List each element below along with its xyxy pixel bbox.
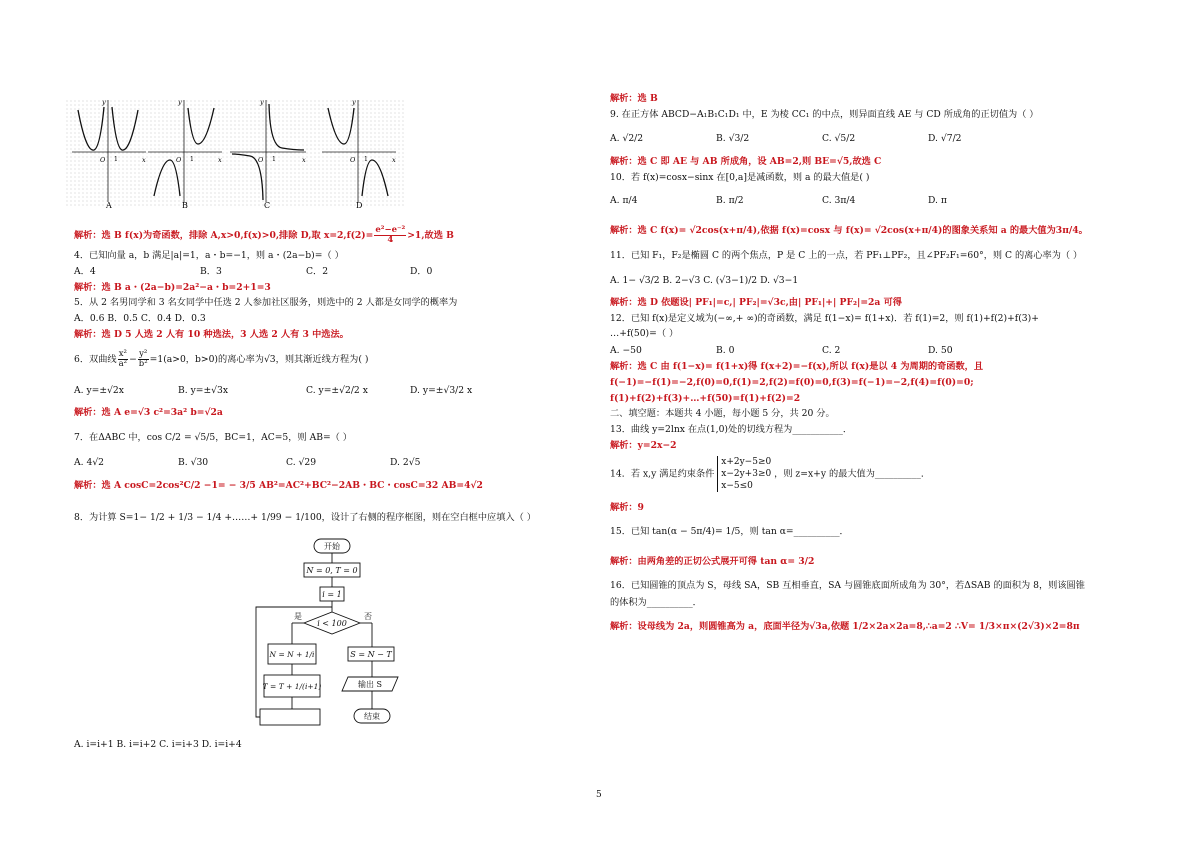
q6-option-c: C. y=±√2/2 x: [306, 385, 368, 396]
q4: 4．已知向量 a，b 满足|a|=1，a・b=−1，则 a・(2a−b)=（ ）: [74, 250, 344, 261]
q8-solution: 解析：选 B: [610, 93, 658, 104]
section-2-heading: 二、填空题：本题共 4 小题，每小题 5 分，共 20 分。: [610, 408, 835, 419]
graph-a-one: 1: [114, 156, 118, 163]
page-number: 5: [596, 790, 602, 800]
q12-solution-3: f(1)+f(2)+f(3)+…+f(50)=f(1)+f(2)=2: [610, 393, 801, 404]
graph-d-one: 1: [364, 156, 368, 163]
q11: 11．已知 F₁，F₂是椭圆 C 的两个焦点，P 是 C 上的一点，若 PF₁⊥PF₂，且∠PF₂F₁=60°，则 C 的离心率为（ ）: [610, 250, 1083, 261]
q9-option-c: C. √5/2: [822, 133, 856, 144]
graph-b-one: 1: [190, 156, 194, 163]
q5-options: A．0.6 B．0.5 C．0.4 D．0.3: [74, 313, 206, 324]
graph-a-label: A: [106, 201, 112, 210]
q4-solution: 解析：选 B a・(2a−b)=2a²−a・b=2+1=3: [74, 282, 271, 293]
graph-b-o: O: [176, 156, 182, 164]
q14-solution: 解析：9: [610, 502, 644, 513]
q6-solution: 解析：选 A e=√3 c²=3a² b=√2a: [74, 407, 223, 418]
q8-options: A. i=i+1 B. i=i+2 C. i=i+3 D. i=i+4: [74, 739, 242, 750]
graph-c-label: C: [264, 201, 271, 210]
q13: 13．曲线 y=2lnx 在点(1,0)处的切线方程为___________．: [610, 424, 853, 435]
flow-t-step: T = T + 1/(i+1): [262, 682, 322, 691]
flow-i-init: i = 1: [322, 590, 342, 599]
q14: 14．若 x,y 满足约束条件 x+2y−5≥0 x−2y+3≥0 x−5≤0 ，则 z=x+y 的最大值为__________．: [610, 457, 931, 492]
graph-c-x: x: [302, 156, 306, 164]
q10-option-a: A. π/4: [610, 195, 638, 206]
q8: 8．为计算 S=1− 1/2 + 1/3 − 1/4 +……+ 1/99 − 1/100，设计了右侧的程序框图，则在空白框中应填入（ ）: [74, 512, 536, 523]
flow-init: N = 0, T = 0: [306, 566, 358, 575]
q6-option-a: A. y=±√2x: [74, 385, 124, 396]
q16-line2: 的体积为__________．: [610, 597, 702, 608]
graph-d-x: x: [392, 156, 396, 164]
flow-s-step: S = N − T: [350, 650, 392, 659]
q12-line2: …+f(50)=（ ）: [610, 328, 679, 339]
graph-d-o: O: [350, 156, 356, 164]
q12-solution-1: 解析：选 C 由 f(1−x)= f(1+x)得 f(x+2)=−f(x),所以 f(x)是以 4 为周期的奇函数，且: [610, 361, 984, 372]
q7: 7．在ΔABC 中，cos C/2 = √5/5，BC=1，AC=5，则 AB=（ ）: [74, 432, 352, 443]
q4-option-a: A．4: [74, 266, 96, 277]
graph-c-y: y: [260, 98, 264, 106]
q7-option-d: D. 2√5: [390, 457, 421, 468]
q7-option-a: A. 4√2: [74, 457, 105, 468]
graph-c-o: O: [258, 156, 264, 164]
flow-n-step: N = N + 1/i: [269, 650, 315, 659]
q10-option-b: B. π/2: [716, 195, 744, 206]
q14-constraints: x+2y−5≥0 x−2y+3≥0 x−5≤0: [717, 456, 771, 492]
q12-line1: 12．已知 f(x)是定义域为(−∞,+ ∞)的奇函数，满足 f(1−x)= f(1+x)．若 f(1)=2，则 f(1)+f(2)+f(3)+: [610, 313, 1039, 324]
q4-option-d: D．0: [410, 266, 433, 277]
flow-cond: i < 100: [317, 619, 347, 628]
q10-solution: 解析：选 C f(x)= √2cos(x+π/4),依据 f(x)=cosx 与 f(x)= √2cos(x+π/4)的图象关系知 a 的最大值为3π/4。: [610, 225, 1088, 236]
q13-solution: 解析：y=2x−2: [610, 440, 677, 451]
flow-no: 否: [364, 612, 372, 621]
q6-option-b: B. y=±√3x: [178, 385, 229, 396]
q9-option-b: B. √3/2: [716, 133, 750, 144]
q9-option-d: D. √7/2: [928, 133, 962, 144]
flow-yes: 是: [294, 612, 302, 621]
q9-solution: 解析：选 C 即 AE 与 AB 所成角，设 AB=2,则 BE=√5,故选 C: [610, 156, 882, 167]
q5: 5．从 2 名男同学和 3 名女同学中任选 2 人参加社区服务，则选中的 2 人都是女同学的概率为: [74, 297, 458, 308]
q9-option-a: A. √2/2: [610, 133, 644, 144]
q4-option-c: C．2: [306, 266, 329, 277]
graph-b-y: y: [178, 98, 182, 106]
graph-b-label: B: [182, 201, 188, 210]
q12-option-c: C. 2: [822, 345, 841, 356]
q6-option-d: D. y=±√3/2 x: [410, 385, 473, 396]
q10-option-c: C. 3π/4: [822, 195, 856, 206]
q5-solution: 解析：选 D 5 人选 2 人有 10 种选法，3 人选 2 人有 3 中选法。: [74, 329, 349, 340]
q16-solution: 解析：设母线为 2a，则圆锥高为 a，底面半径为√3a,依题 1/2×2a×2a=8,∴a=2 ∴V= 1/3×π×(2√3)×2=8π: [610, 621, 1080, 632]
q12-option-d: D. 50: [928, 345, 953, 356]
q15-solution: 解析：由两角差的正切公式展开可得 tan α= 3/2: [610, 556, 815, 567]
q4-option-b: B．3: [200, 266, 222, 277]
q11-solution: 解析：选 D 依题设| PF₁|=c,| PF₂|=√3c,由| PF₁|+| PF₂|=2a 可得: [610, 297, 902, 308]
q6: 6．双曲线 $\frac{\text{x²}}{\text{a²}}$ − $\frac{\text{y²}}{\text{b²}}$ =1(a>0，b>0)的离心率为√3，则其渐近线方程为( ): [74, 349, 369, 369]
q10: 10．若 f(x)=cosx−sinx 在[0,a]是减函数，则 a 的最大值是( ): [610, 172, 870, 183]
graph-b-x: x: [218, 156, 222, 164]
q7-option-c: C. √29: [286, 457, 317, 468]
q7-option-b: B. √30: [178, 457, 209, 468]
q15: 15．已知 tan(α − 5π/4)= 1/5，则 tan α=__________．: [610, 526, 849, 537]
flow-end: 结束: [364, 712, 380, 721]
q3-solution: 解析：选 B f(x)为奇函数，排除 A,x>0,f(x)>0,排除 D,取 x=2,f(2)= $\frac{\text{e²−e⁻²}}{4}$ >1,故选 B: [74, 225, 454, 245]
q11-options: A. 1− √3/2 B. 2−√3 C. (√3−1)/2 D. √3−1: [610, 275, 799, 286]
q10-option-d: D. π: [928, 195, 947, 206]
q7-solution: 解析：选 A cosC=2cos²C/2 −1= − 3/5 AB²=AC²+BC²−2AB・BC・cosC=32 AB=4√2: [74, 480, 483, 491]
q9: 9. 在正方体 ABCD−A₁B₁C₁D₁ 中，E 为棱 CC₁ 的中点，则异面直线 AE 与 CD 所成角的正切值为（ ）: [610, 109, 1039, 120]
q12-option-b: B. 0: [716, 345, 735, 356]
flow-start: 开始: [324, 542, 340, 551]
flow-blank-box: [260, 709, 320, 725]
q12-solution-2: f(−1)=−f(1)=−2,f(0)=0,f(1)=2,f(2)=f(0)=0,f(3)=f(−1)=−2,f(4)=f(0)=0;: [610, 377, 974, 388]
graph-a-y: y: [102, 98, 106, 106]
graph-a-x: x: [142, 156, 146, 164]
flowchart: [248, 537, 428, 737]
q12-option-a: A. −50: [610, 345, 642, 356]
q16-line1: 16．已知圆锥的顶点为 S，母线 SA，SB 互相垂直，SA 与圆锥底面所成角为 30°，若ΔSAB 的面积为 8，则该圆锥: [610, 580, 1085, 591]
graph-c-one: 1: [272, 156, 276, 163]
flow-output: 输出 S: [357, 680, 383, 689]
graph-a-o: O: [100, 156, 106, 164]
graph-d-y: y: [352, 98, 356, 106]
function-graphs: [66, 92, 406, 212]
graph-d-label: D: [356, 201, 363, 210]
